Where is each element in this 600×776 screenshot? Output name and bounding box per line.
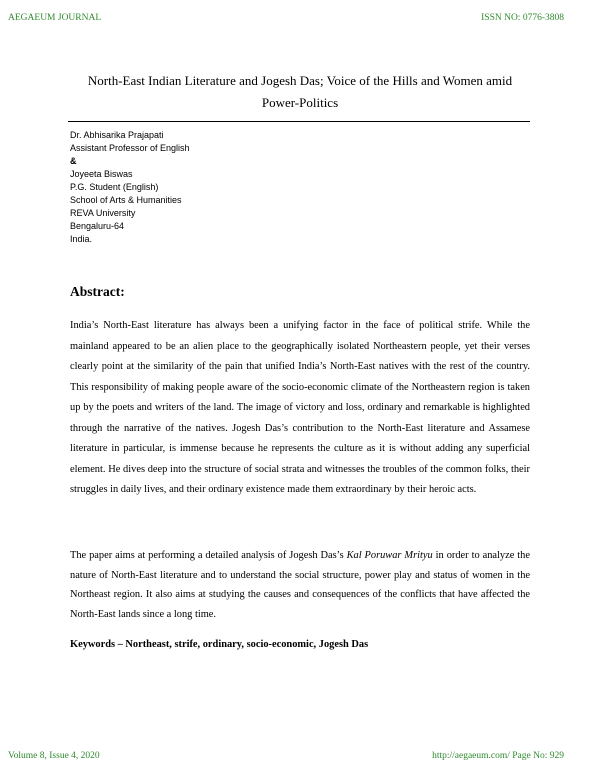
abstract-heading: Abstract: (70, 284, 125, 299)
journal-name: AEGAEUM JOURNAL (8, 13, 102, 23)
author-block (70, 129, 190, 246)
keywords: Keywords – Northeast, strife, ordinary, socio-economic, Jogesh Das (70, 639, 369, 650)
author-line: School of Arts & Humanities (70, 195, 182, 205)
paragraph-2-text: in order to analyze the nature of North-East literature and to understand the social structure, power play and status of women in the Northeast region. It also aims at studying the causes and consequences of the conflicts that have affected the North-East lands since a long time. (70, 550, 530, 620)
title-line-2: Power-Politics (261, 95, 339, 110)
url-page-number: http://aegaeum.com/ Page No: 929 (432, 751, 564, 761)
title-divider (68, 121, 530, 122)
abstract-paragraph-2 (70, 546, 530, 624)
issn-number: ISSN NO: 0776-3808 (481, 13, 564, 23)
book-title: Kal Poruwar Mrityu (346, 550, 433, 561)
author-line: Dr. Abhisarika Prajapati (70, 130, 164, 140)
author-line: Bengaluru-64 (70, 221, 125, 231)
volume-issue: Volume 8, Issue 4, 2020 (8, 751, 100, 761)
paper-title (30, 70, 570, 114)
paragraph-2-text: The paper aims at performing a detailed analysis of Jogesh Das’s (70, 550, 347, 561)
abstract-paragraph-1: India’s North-East literature has always been a unifying factor in the face of political strife. While the mainland appeared to be an alien place to the geographically isolated Northeastern people, yet their verses clearly point at the similarity of the pain that unified India’s North-East natives with the rest of the country. This responsibility of making people aware of the socio-economic climate of the Northeastern region is taken up by the poets and writers of the land. The image of victory and loss, ordinary and remarkable is highlighted through the narrative of the natives. Jogesh Das’s contribution to the North-East literature and Assamese literature in particular, is immense because he represents the culture as it is without adding any superficial element. He dives deep into the structure of social strata and witnesses the troubles of the common folks, their struggles in daily lives, and their ordinary existence made them extraordinary by their heroic acts. (70, 320, 530, 495)
author-line: Assistant Professor of English (70, 143, 190, 153)
author-line: India. (70, 234, 93, 244)
author-line: & (70, 156, 77, 166)
author-line: REVA University (70, 208, 136, 218)
author-line: P.G. Student (English) (70, 182, 159, 192)
author-line: Joyeeta Biswas (70, 169, 133, 179)
title-line-1: North-East Indian Literature and Jogesh Das; Voice of the Hills and Women amid (87, 73, 513, 88)
